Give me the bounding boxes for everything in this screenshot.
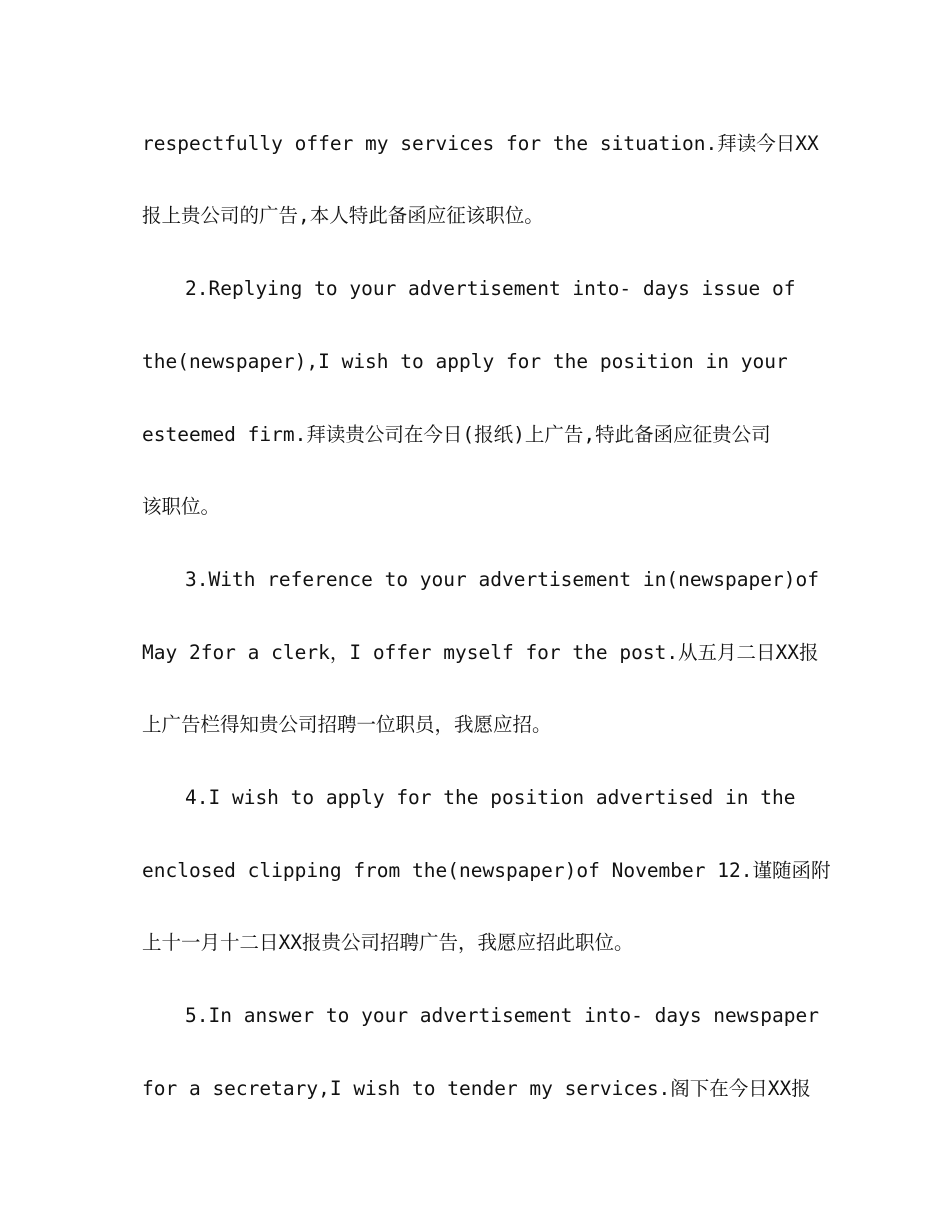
text-line: esteemed firm.拜读贵公司在今日(报纸)上广告,特此备函应征贵公司 (142, 423, 771, 446)
text-line: for a secretary,I wish to tender my services.阁下在今日XX报 (142, 1077, 811, 1100)
text-line: 报上贵公司的广告,本人特此备函应征该职位。 (142, 204, 544, 227)
text-line: respectfully offer my services for the situation.拜读今日XX (142, 132, 819, 155)
text-line: May 2for a clerk，I offer myself for the post.从五月二日XX报 (142, 641, 819, 664)
text-line: 3.With reference to your advertisement in(newspaper)of (185, 568, 819, 591)
text-line: 5.In answer to your advertisement into- days newspaper (185, 1004, 819, 1027)
text-line: the(newspaper),I wish to apply for the position in your (142, 350, 788, 373)
text-line: 该职位。 (142, 495, 221, 518)
text-line: 4.I wish to apply for the position advertised in the (185, 786, 796, 809)
text-line: enclosed clipping from the(newspaper)of November 12.谨随函附 (142, 859, 831, 882)
text-line: 2.Replying to your advertisement into- days issue of (185, 277, 796, 300)
text-line: 上十一月十二日XX报贵公司招聘广告，我愿应招此职位。 (142, 931, 634, 954)
text-line: 上广告栏得知贵公司招聘一位职员，我愿应招。 (142, 713, 552, 736)
